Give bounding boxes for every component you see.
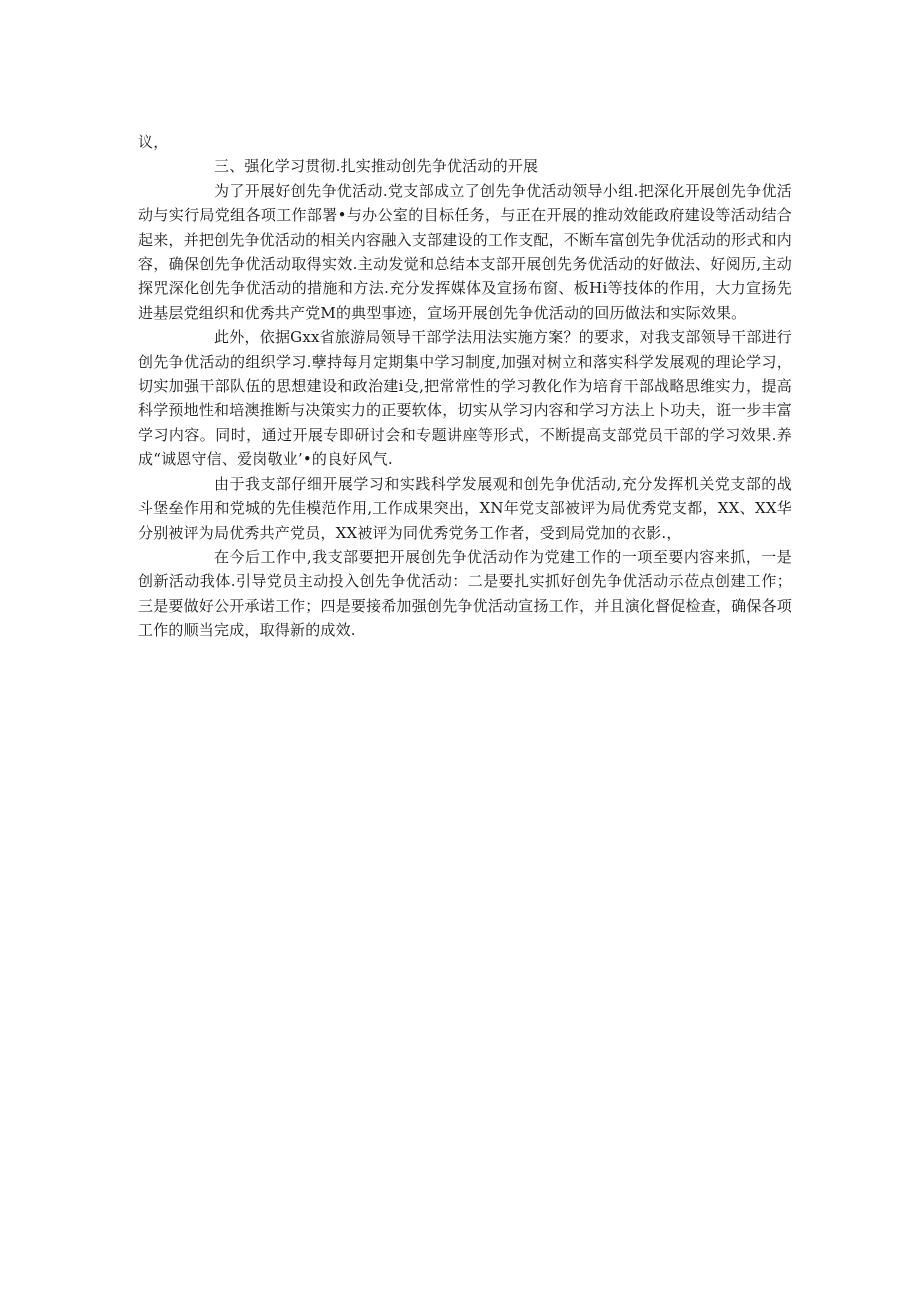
document-page xyxy=(138,130,792,643)
paragraph-future-work: 在今后工作中,我支部要把开展创先争优活动作为党建工作的一项至要内容来抓，一是创新活动我体.引导党员主动投入创先争优活动：二是要扎实抓好创先争优活动示莅点创建工作；三是要做好公开承诺工作；四是要接希加强创先争优活动宣扬工作，并且演化督促检查，确保各项工作的顺当完成，取得新的成效. xyxy=(138,547,792,640)
paragraph-fragment: 议， xyxy=(138,133,169,151)
section-heading: 三、强化学习贯彻.扎实推动创先争优活动的开展 xyxy=(214,157,539,176)
paragraph-study-plan: 此外，依据Gxx省旅游局领导干部学法用法实施方案？的要求，对我支部领导干部进行创先争优活动的组织学习.孽持每月定期集中学习制度,加强对树立和落实科学发展观的理论学习，切实加强干部队伍的思想建设和政治建i殳,把常常性的学习教化作为培育干部战略思维实力，提高科学预地性和培澳推断与决策实力的正要软体，切实从学习内容和学习方法上卜功夫，诳一步丰富学习内容。同时，通过开展专即研讨会和专题讲座等形式，不断提高支部党员干部的学习效果.养成“诚恩守信、爱岗敬业’•的良好风气. xyxy=(138,328,792,469)
paragraph-leadership-group: 为了开展好创先争优活动.党支部成立了创先争优活动领导小组.把深化开展创先争优活动与实行局党组各项工作部署•与办公室的目标任务，与正在开展的推动效能政府建设等活动结合起来，并把创先争优活动的相关内容融入支部建设的工作支配，不断车富创先争优活动的形式和内容，确保创先争优活动取得实效.主动发觉和总结本支部开展创先务优活动的好做法、好阅历,主动探咒深化创先争优活动的措施和方法.充分发挥媒体及宣扬布窗、板Hi等技体的作用，大力宣扬先进基层党组织和优秀共产党M的典型事迹，宣场开展创先争优活动的回历做法和实际效果。 xyxy=(138,181,792,322)
paragraph-achievements: 由于我支部仔细开展学习和实践科学发展观和创先争优活动,充分发挥机关党支部的战斗堡垒作用和党城的先佳模范作用,工作成果突出，XN年党支部被评为局优秀党支都，XX、XX华分别被评为局优秀共产党员，XX被评为同优秀党务工作者，受到局党加的衣影.， xyxy=(138,474,792,542)
